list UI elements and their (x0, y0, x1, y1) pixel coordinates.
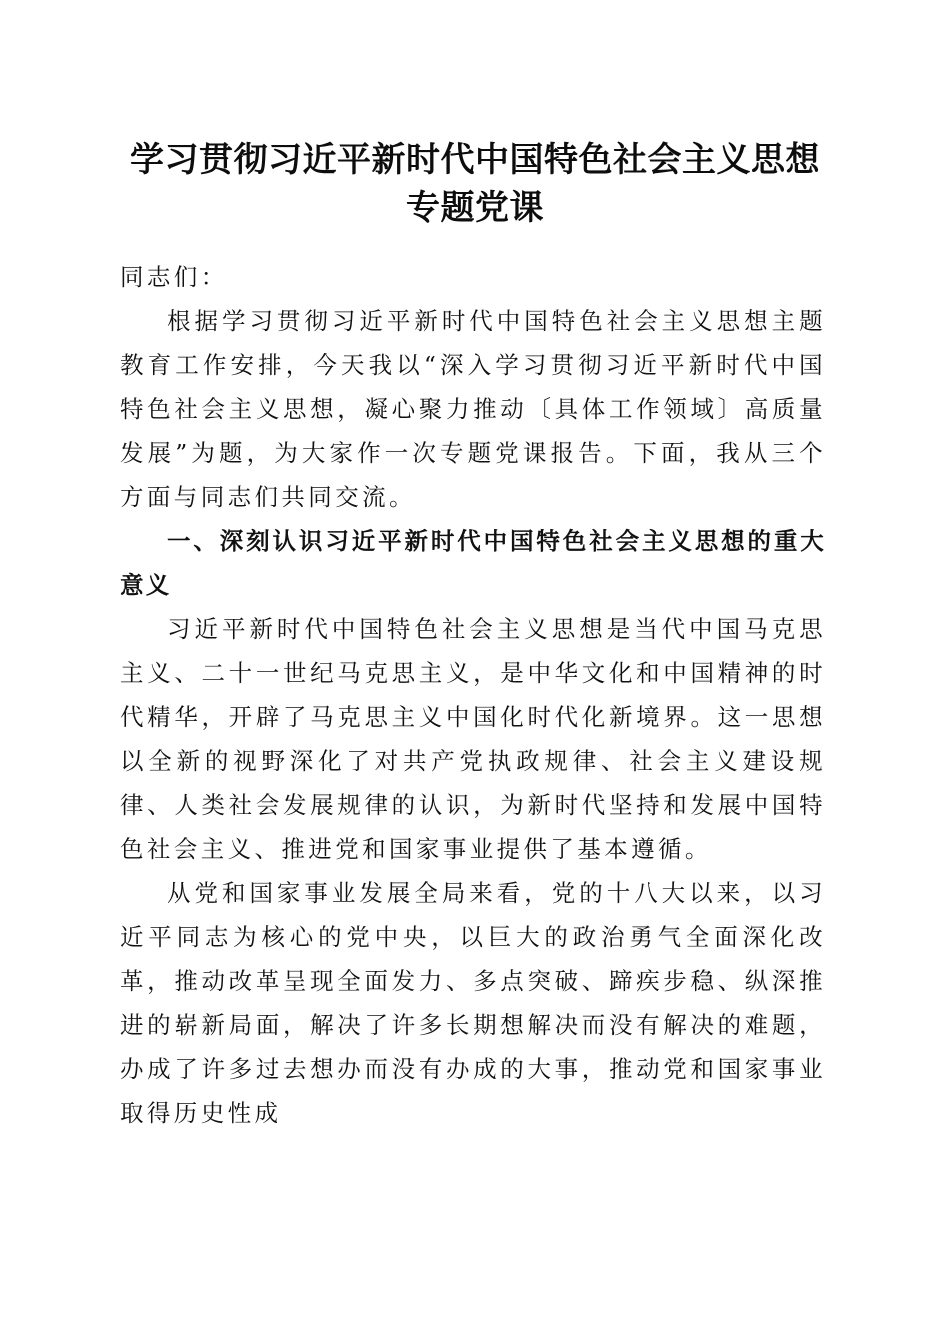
section-1-paragraph-1: 习近平新时代中国特色社会主义思想是当代中国马克思主义、二十一世纪马克思主义，是中华文化和中国精神的时代精华，开辟了马克思主义中国化时代化新境界。这一思想以全新的视野深化了对共产党执政规律、社会主义建设规律、人类社会发展规律的认识，为新时代坚持和发展中国特色社会主义、推进党和国家事业提供了基本遵循。 (120, 615, 826, 863)
greeting: 同志们： (120, 263, 228, 291)
document-title (100, 136, 850, 232)
title-line-1: 学习贯彻习近平新时代中国特色社会主义思想 (130, 140, 820, 180)
section-1-heading: 一、深刻认识习近平新时代中国特色社会主义思想的重大意义 (120, 527, 826, 599)
section-1-paragraph-2: 从党和国家事业发展全局来看，党的十八大以来，以习近平同志为核心的党中央，以巨大的政治勇气全面深化改革，推动改革呈现全面发力、多点突破、蹄疾步稳、纵深推进的崭新局面，解决了许多长期想解决而没有解决的难题，办成了许多过去想办而没有办成的大事，推动党和国家事业取得历史性成 (120, 879, 826, 1127)
document-body (120, 255, 826, 1135)
title-line-2: 专题党课 (406, 188, 544, 228)
intro-paragraph: 根据学习贯彻习近平新时代中国特色社会主义思想主题教育工作安排，今天我以“深入学习贯彻习近平新时代中国特色社会主义思想，凝心聚力推动〔具体工作领域〕高质量发展”为题，为大家作一次专题党课报告。下面，我从三个方面与同志们共同交流。 (120, 307, 826, 511)
